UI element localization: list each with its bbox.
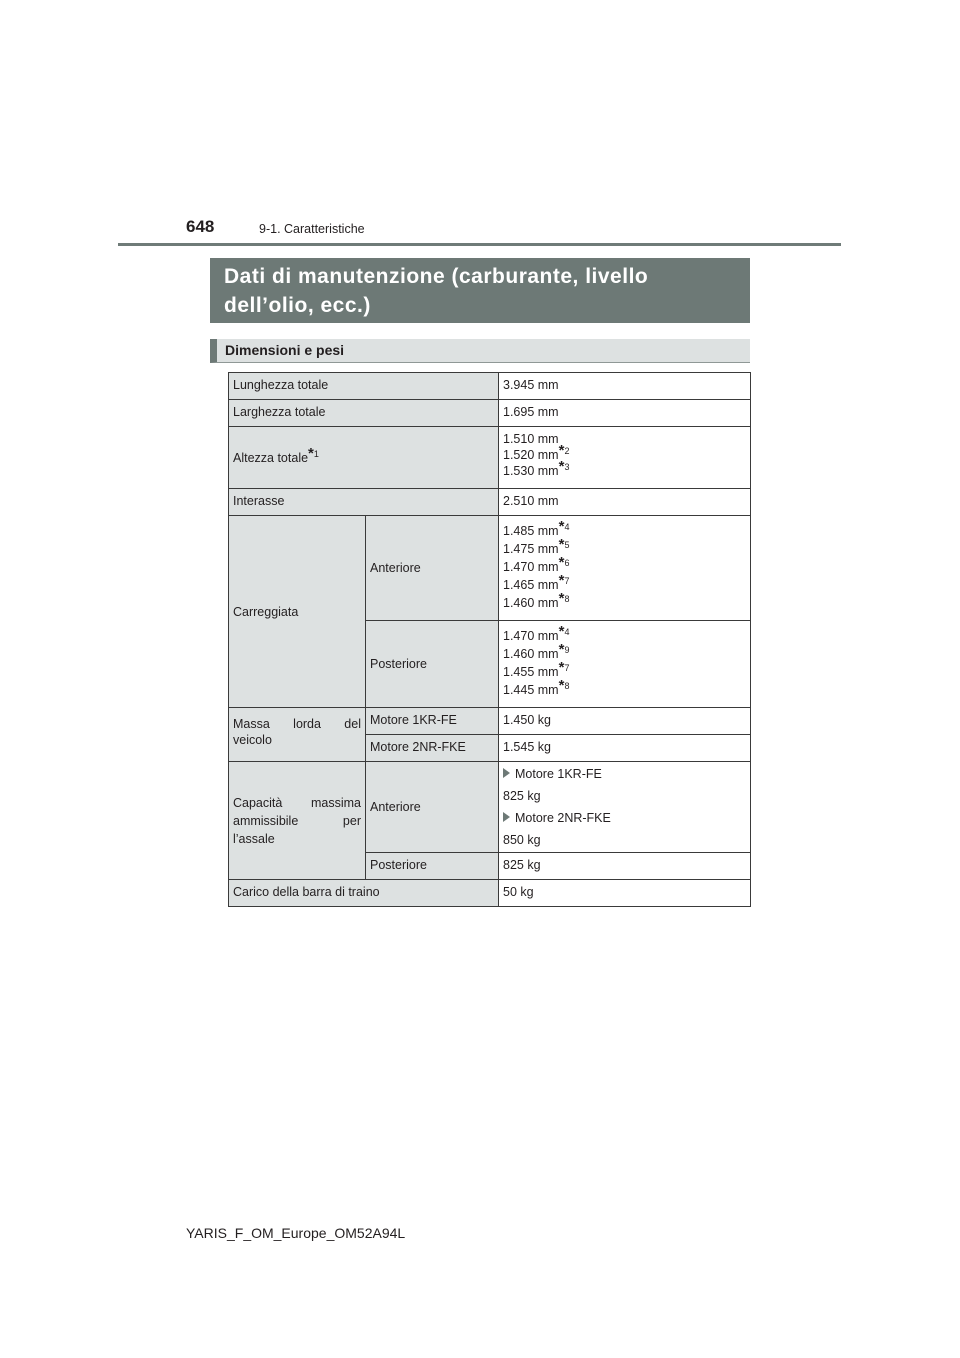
engine-label: Motore 2NR-FKE: [515, 811, 611, 825]
row-label: Larghezza totale: [229, 400, 499, 427]
footnote-asterisk: *: [558, 623, 565, 640]
engine-label: Motore 1KR-FE: [515, 767, 602, 781]
sub-label: Motore 2NR-FKE: [366, 735, 499, 762]
row-value: [499, 762, 751, 853]
value-text: 1.470 mm: [503, 560, 559, 574]
sub-label: Posteriore: [366, 621, 499, 708]
value-line: [503, 623, 746, 644]
footnote-asterisk: *: [558, 458, 565, 475]
footnote-asterisk: *: [558, 442, 565, 459]
value-text: 1.460 mm: [503, 596, 559, 610]
footnote-ref: 3: [564, 461, 570, 472]
sub-label: Motore 1KR-FE: [366, 708, 499, 735]
page-number: 648: [186, 217, 215, 236]
row-value: 3.945 mm: [499, 373, 751, 400]
footnote-ref: 1: [313, 448, 319, 459]
value-line: [503, 554, 746, 575]
document-code: YARIS_F_OM_Europe_OM52A94L: [186, 1225, 406, 1241]
header-divider: [118, 243, 841, 246]
footnote-asterisk: *: [558, 659, 565, 676]
footnote-asterisk: *: [308, 444, 314, 462]
row-value: [499, 516, 751, 621]
row-label: Carico della barra di traino: [229, 880, 499, 907]
engine-item: [503, 766, 746, 782]
footnote-asterisk: *: [558, 572, 565, 589]
section-title-line-1: Dati di manutenzione (carburante, livello: [224, 265, 649, 288]
table-row: [229, 400, 751, 427]
value-line: [503, 641, 746, 662]
engine-item: [503, 810, 746, 826]
subheading: Dimensioni e pesi: [210, 339, 750, 363]
value-line: [503, 518, 746, 539]
table-row: [229, 373, 751, 400]
footnote-ref: 6: [564, 557, 570, 568]
sub-label: Anteriore: [366, 762, 499, 853]
row-label: Carreggiata: [229, 516, 366, 708]
footnote-ref: 7: [564, 662, 570, 673]
section-title: [210, 258, 750, 323]
value-text: 1.520 mm: [503, 448, 559, 462]
height-label: Altezza totale: [233, 450, 309, 465]
value-line: [503, 590, 746, 611]
footnote-ref: 9: [564, 644, 570, 655]
table-row: [229, 880, 751, 907]
footnote-asterisk: *: [558, 536, 565, 553]
value-line: [503, 431, 746, 447]
footnote-ref: 2: [564, 445, 570, 456]
triangle-bullet-icon: [503, 768, 510, 778]
sub-label: Posteriore: [366, 853, 499, 880]
table-row: [229, 516, 751, 621]
value-text: 1.485 mm: [503, 524, 559, 538]
footnote-asterisk: *: [558, 590, 565, 607]
table-row: [229, 489, 751, 516]
value-line: [503, 659, 746, 680]
footnote-asterisk: *: [558, 554, 565, 571]
engine-value: 825 kg: [503, 789, 541, 803]
value-line: [503, 536, 746, 557]
row-label: [229, 427, 499, 489]
footnote-ref: 4: [564, 626, 570, 637]
table-row: [229, 427, 751, 489]
row-label: Interasse: [229, 489, 499, 516]
row-label: Capacità massima ammissibile per l’assale: [229, 762, 366, 880]
sub-label: Anteriore: [366, 516, 499, 621]
row-value: [499, 621, 751, 708]
row-value: 1.450 kg: [499, 708, 751, 735]
value-text: 1.460 mm: [503, 647, 559, 661]
triangle-bullet-icon: [503, 812, 510, 822]
value-line: [503, 572, 746, 593]
row-label: Massa lorda del veicolo: [229, 708, 366, 762]
value-text: 1.530 mm: [503, 464, 559, 478]
row-label: Lunghezza totale: [229, 373, 499, 400]
section-title-line-2: dell’olio, ecc.): [224, 294, 371, 317]
value-text: 1.465 mm: [503, 578, 559, 592]
row-value: [499, 427, 751, 489]
engine-value: 850 kg: [503, 833, 541, 847]
specs-table: [228, 372, 751, 907]
value-text: 1.470 mm: [503, 629, 559, 643]
row-value: 1.695 mm: [499, 400, 751, 427]
value-text: 1.445 mm: [503, 683, 559, 697]
value-line: [503, 458, 746, 479]
footnote-ref: 7: [564, 575, 570, 586]
table-row: [229, 762, 751, 853]
footnote-ref: 8: [564, 680, 570, 691]
table-row: [229, 708, 751, 735]
footnote-ref: 4: [564, 521, 570, 532]
section-label: 9-1. Caratteristiche: [259, 222, 365, 236]
value-line: [503, 677, 746, 698]
row-value: 50 kg: [499, 880, 751, 907]
footnote-ref: 8: [564, 593, 570, 604]
row-value: 825 kg: [499, 853, 751, 880]
footnote-asterisk: *: [558, 641, 565, 658]
footnote-asterisk: *: [558, 518, 565, 535]
value-text: 1.455 mm: [503, 665, 559, 679]
row-value: 2.510 mm: [499, 489, 751, 516]
footnote-ref: 5: [564, 539, 570, 550]
value-text: 1.475 mm: [503, 542, 559, 556]
row-value: 1.545 kg: [499, 735, 751, 762]
value-text: 1.510 mm: [503, 432, 559, 446]
value-line: [503, 442, 746, 463]
footnote-asterisk: *: [558, 677, 565, 694]
